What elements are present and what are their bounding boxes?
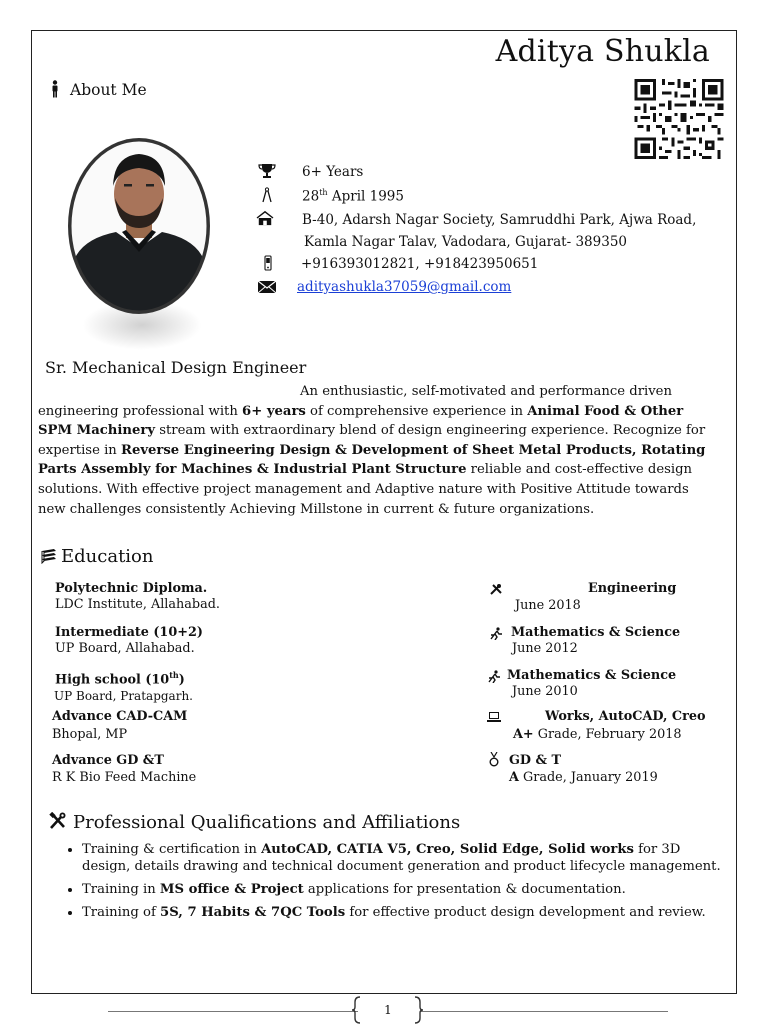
title-end: )	[178, 672, 185, 688]
education-institute: Bhopal, MP	[52, 727, 128, 742]
qualification-highlight: AutoCAD, CATIA V5, Creo, Solid Edge, Solid works	[261, 842, 634, 857]
education-date: June 2010	[512, 684, 578, 699]
runner-icon	[489, 627, 503, 640]
qualification-item	[82, 881, 732, 898]
compass-icon	[257, 187, 277, 203]
title-main: High school (10	[55, 672, 170, 688]
summary-text	[38, 382, 718, 519]
page-number: 1	[384, 1003, 392, 1017]
about-me-label: About Me	[70, 81, 147, 99]
education-entry-diploma	[55, 581, 220, 613]
qualification-item	[82, 904, 732, 921]
qualifications-heading	[48, 812, 460, 833]
education-title: Advance GD &T	[52, 753, 164, 768]
education-date: June 2012	[512, 641, 578, 656]
grade-date: Grade, January 2019	[518, 770, 658, 785]
profile-photo	[66, 136, 212, 316]
laptop-icon	[487, 711, 501, 723]
education-institute: LDC Institute, Allahabad.	[55, 597, 220, 612]
dob-rest: April 1995	[327, 188, 404, 205]
qualification-item	[82, 841, 732, 875]
dob-suffix: th	[319, 188, 328, 197]
education-institute: UP Board, Allahabad.	[55, 641, 195, 656]
about-me-heading	[50, 80, 147, 99]
footer-rule-left	[108, 1011, 358, 1012]
dob-day: 28	[302, 188, 320, 205]
education-date: June 2018	[515, 598, 581, 613]
summary-highlight: 6+ years	[242, 403, 306, 419]
tools-icon	[48, 812, 68, 830]
grade-value: A+	[513, 727, 534, 742]
qualification-text: Training of	[82, 905, 161, 920]
education-field: GD & T	[509, 753, 562, 768]
summary-segment: of comprehensive experience in	[305, 403, 528, 419]
summary-highlight: Animal Food & Other SPM Machinery	[38, 403, 684, 439]
education-entry-gdt	[52, 753, 196, 786]
email-link[interactable]: adityashukla37059@gmail.com	[297, 279, 512, 295]
books-icon	[40, 548, 58, 564]
education-title: Polytechnic Diploma.	[55, 581, 208, 596]
education-grade	[513, 727, 682, 743]
tools-icon	[489, 583, 503, 596]
qualification-text: applications for presentation & documentation.	[303, 882, 626, 897]
qualification-highlight: 5S, 7 Habits & 7QC Tools	[160, 905, 346, 920]
job-title: Sr. Mechanical Design Engineer	[45, 358, 307, 377]
education-heading-label: Education	[61, 546, 154, 567]
profile-summary	[38, 382, 718, 519]
person-icon	[50, 80, 60, 98]
medal-icon	[489, 752, 499, 767]
education-institute: R K Bio Feed Machine	[52, 770, 197, 785]
education-entry-intermediate	[55, 625, 203, 657]
home-icon	[255, 210, 275, 226]
education-entry-cadcam	[52, 709, 187, 743]
education-field: Engineering	[588, 581, 677, 596]
qualification-text: Training & certification in	[82, 842, 262, 857]
trophy-icon	[257, 163, 277, 179]
footer-rule-right	[420, 1011, 668, 1012]
phone-numbers: +916393012821, +918423950651	[301, 256, 539, 272]
education-title: Advance CAD-CAM	[52, 709, 188, 724]
grade-date: Grade, February 2018	[533, 727, 682, 742]
grade-value: A	[509, 770, 519, 785]
education-field: Works, AutoCAD, Creo	[545, 709, 706, 724]
summary-highlight: Reverse Engineering Design & Development of Sheet Metal Products, Rotating Parts Assembly for Machines & Industrial Plant Structure	[38, 442, 706, 478]
qualifications-list	[60, 841, 732, 927]
education-title	[55, 667, 193, 688]
qualification-highlight: MS office & Project	[159, 882, 304, 897]
envelope-icon	[257, 279, 277, 295]
summary-segment: reliable and cost-effective design solutions. With effective project management and Adaptive nature with Positive Attitude towards new challenges consistently Achieving Millstone in current & future organizations.	[38, 462, 693, 517]
summary-segment: stream with extraordinary blend of design engineering experience. Recognize for expertise in	[38, 423, 706, 458]
candidate-name: Aditya Shukla	[495, 34, 710, 69]
education-title: Intermediate (10+2)	[55, 625, 203, 640]
qualification-text: Training in	[82, 882, 160, 897]
address-line-2: Kamla Nagar Talav, Vadodara, Gujarat- 389350	[304, 234, 627, 250]
education-grade	[509, 770, 658, 786]
education-heading	[40, 546, 154, 567]
qualification-text: for 3D design, details drawing and technical document generation and product lifecycle management.	[82, 842, 721, 874]
education-field: Mathematics & Science	[507, 668, 677, 683]
date-of-birth	[302, 188, 404, 205]
education-field: Mathematics & Science	[511, 625, 681, 640]
experience-years: 6+ Years	[302, 164, 364, 180]
education-entry-highschool	[55, 667, 193, 704]
address-line-1: B-40, Adarsh Nagar Society, Samruddhi Park, Ajwa Road,	[302, 212, 697, 228]
education-institute: UP Board, Pratapgarh.	[54, 689, 193, 704]
mobile-phone-icon	[258, 255, 278, 271]
summary-segment: An enthusiastic, self-motivated and performance driven engineering professional with	[38, 384, 672, 419]
runner-icon	[487, 670, 501, 683]
qr-code	[634, 79, 724, 159]
qualification-text: for effective product design development and review.	[345, 905, 706, 920]
title-sup: th	[169, 670, 179, 680]
qualifications-heading-label: Professional Qualifications and Affiliations	[73, 812, 461, 833]
